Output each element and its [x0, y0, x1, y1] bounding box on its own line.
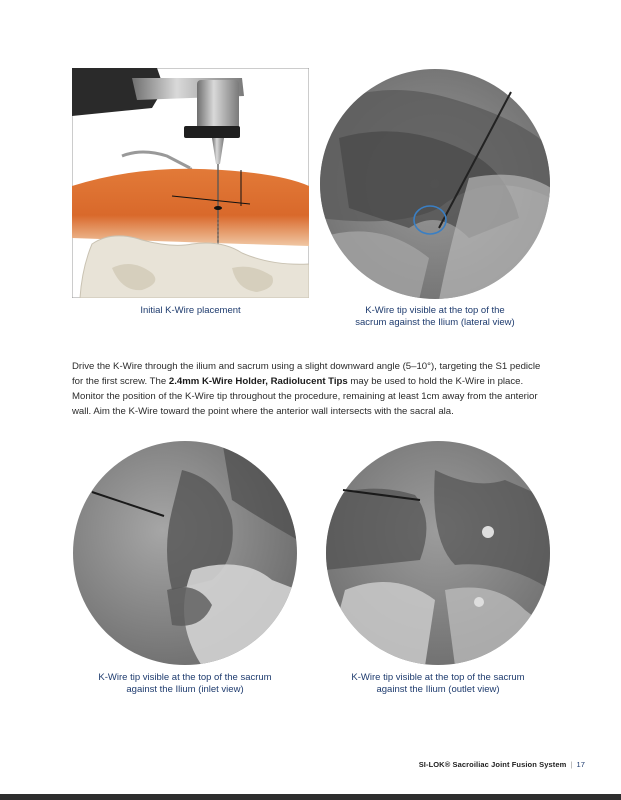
- initial-kwire-illustration: [72, 68, 309, 298]
- caption-line-2: against the Ilium (inlet view): [126, 684, 244, 695]
- caption-line-2: sacrum against the Ilium (lateral view): [355, 317, 515, 328]
- outlet-view-xray: [325, 440, 551, 666]
- footer-separator: |: [570, 760, 573, 769]
- drill-pelvis-graphic: [72, 68, 309, 298]
- body-paragraph: [72, 359, 550, 419]
- body-text-bold: 2.4mm K-Wire Holder, Radiolucent Tips: [168, 376, 348, 387]
- caption-line-2: against the Ilium (outlet view): [376, 684, 500, 695]
- page-footer: [419, 760, 585, 769]
- inlet-view-xray: [72, 440, 298, 666]
- caption-line-1: K-Wire tip visible at the top of the sacrum: [98, 672, 272, 683]
- caption-initial-kwire: [72, 305, 309, 317]
- caption-inlet-view: [62, 672, 308, 696]
- lateral-view-xray: [319, 68, 551, 300]
- body-text-part-1: Drive the K-Wire through the ilium and sacrum using a slight downward angle (5–10°), targeting the S1 pedicle for the first screw. The: [72, 361, 541, 387]
- bottom-edge-bar: [0, 794, 621, 800]
- caption-text: Initial K-Wire placement: [140, 305, 241, 316]
- page-number: 17: [576, 760, 585, 769]
- caption-line-1: K-Wire tip visible at the top of the sacrum: [351, 672, 525, 683]
- caption-outlet-view: [315, 672, 561, 696]
- caption-lateral-view: [319, 305, 551, 329]
- footer-product-name: SI-LOK® Sacroiliac Joint Fusion System: [418, 760, 567, 769]
- caption-line-1: K-Wire tip visible at the top of the: [365, 305, 505, 316]
- body-text-part-2: may be used to hold the K-Wire in place. Monitor the position of the K-Wire tip throughout the procedure, remaining at least 1cm away from the anterior wall. Aim the K-Wire toward the point where the anterior wall intersects with the sacral ala.: [72, 376, 538, 417]
